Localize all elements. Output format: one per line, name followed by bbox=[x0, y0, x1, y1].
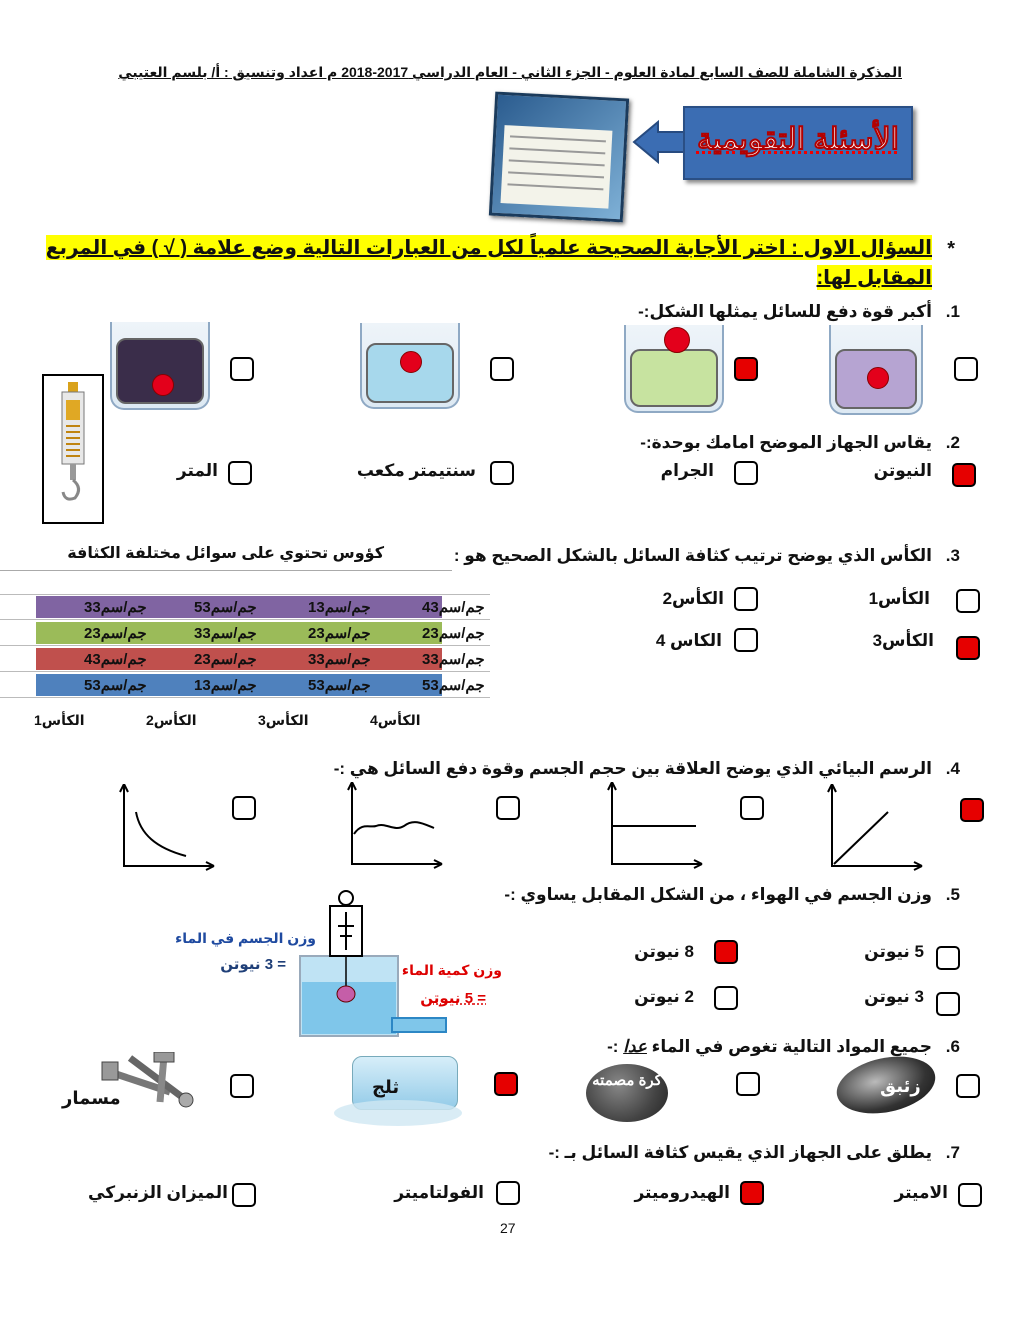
cup3-layer-2: 2جم/سم3 bbox=[308, 625, 371, 642]
solid-ball-image bbox=[586, 1064, 668, 1122]
section-title-cont: المقابل لها: bbox=[816, 267, 932, 289]
q7-option-2: الهيدروميتر bbox=[634, 1183, 730, 1202]
q2-option-gram-checkbox[interactable] bbox=[734, 461, 758, 485]
q6-option-2-checkbox[interactable] bbox=[736, 1072, 760, 1096]
q5-option-4: 2 نيوتن bbox=[634, 987, 694, 1006]
cup3-label: الكأس3 bbox=[258, 712, 309, 728]
q2-option-cm3-checkbox[interactable] bbox=[490, 461, 514, 485]
q2-option-cm3: سنتيمتر مكعب bbox=[356, 461, 476, 480]
q1-beaker-2 bbox=[624, 325, 724, 413]
q2-text: يقاس الجهاز الموضح امامك بوحدة:- bbox=[640, 433, 932, 452]
q5-option-2-checkbox[interactable] bbox=[714, 940, 738, 964]
q3-figure-title: كؤوس تحتوي على سوائل مختلفة الكثافة bbox=[67, 545, 384, 562]
q7-number: 7. bbox=[945, 1143, 960, 1162]
q2-number: 2. bbox=[945, 433, 960, 452]
cup4-layer-4: 5جم/سم3 bbox=[422, 677, 485, 694]
cup4-label: الكأس4 bbox=[370, 712, 421, 728]
section-title: السؤال الاول : اختر الأجابة الصحيحة علمياً لكل من العبارات التالية وضع علامة ( √ ) في المربع bbox=[45, 237, 932, 259]
q5-displaced-label: وزن كمية الماء bbox=[401, 962, 502, 978]
evaluation-banner bbox=[683, 106, 913, 180]
page-header: المذكرة الشاملة للصف السابع لمادة العلوم - الجزء الثاني - العام الدراسي 2017-2018 م اعداد وتنسيق : أ/ بلسم العتيبي bbox=[118, 64, 902, 80]
cup2-layer-3: 2جم/سم3 bbox=[194, 651, 257, 668]
cup2-layer-1: 5جم/سم3 bbox=[194, 599, 257, 616]
q2-option-meter: المتر bbox=[176, 461, 218, 480]
q7-option-3-checkbox[interactable] bbox=[496, 1181, 520, 1205]
graph-linear-increasing bbox=[824, 784, 924, 874]
q3-option-3-checkbox[interactable] bbox=[956, 636, 980, 660]
q4-option-4-checkbox[interactable] bbox=[232, 796, 256, 820]
q6-number: 6. bbox=[945, 1037, 960, 1056]
spring-balance-image bbox=[42, 374, 104, 524]
q7-option-3: الفولتاميتر bbox=[394, 1183, 484, 1202]
q6-option-4-checkbox[interactable] bbox=[230, 1074, 254, 1098]
q5-displaced-value: = 5 نيوتن bbox=[420, 990, 486, 1007]
banner-title: الأسئلة التقويمية bbox=[696, 123, 900, 156]
q7-option-4: الميزان الزنبركي bbox=[88, 1183, 228, 1202]
cup1-layer-3: 4جم/سم3 bbox=[84, 651, 147, 668]
q3-option-1: الكأس1 bbox=[868, 589, 930, 608]
q6-text-before: جميع المواد التالية تغوص في الماء bbox=[651, 1037, 932, 1056]
q1-object-3 bbox=[400, 351, 422, 373]
q5-option-1: 5 نيوتن bbox=[864, 942, 924, 961]
q7-option-2-checkbox[interactable] bbox=[740, 1181, 764, 1205]
cup4-layer-3: 3جم/سم3 bbox=[422, 651, 485, 668]
cup2-label: الكأس2 bbox=[146, 712, 197, 728]
q5-number: 5. bbox=[945, 885, 960, 904]
q1-object-4 bbox=[152, 374, 174, 396]
q3-option-4: الكاس 4 bbox=[655, 631, 722, 650]
q5-option-3-checkbox[interactable] bbox=[936, 992, 960, 1016]
q6-option-3-checkbox[interactable] bbox=[494, 1072, 518, 1096]
q1-beaker-1 bbox=[829, 325, 923, 415]
q6-option-3-label: ثلج bbox=[372, 1077, 400, 1097]
cup2-layer-4: 1جم/سم3 bbox=[194, 677, 257, 694]
q3-text: الكأس الذي يوضح ترتيب كثافة السائل بالشكل الصحيح هو : bbox=[453, 546, 932, 565]
q3-option-2: الكأس2 bbox=[662, 589, 724, 608]
q1-beaker-4 bbox=[110, 322, 210, 410]
q5-text: وزن الجسم في الهواء ، من الشكل المقابل يساوي :- bbox=[504, 885, 932, 904]
q4-option-2-checkbox[interactable] bbox=[740, 796, 764, 820]
arrow-left-icon bbox=[632, 118, 688, 166]
section-bullet: * bbox=[947, 238, 955, 260]
q5-water-weight-value: = 3 نيوتن bbox=[220, 956, 286, 973]
cup3-layer-1: 1جم/سم3 bbox=[308, 599, 371, 616]
q3-number: 3. bbox=[945, 546, 960, 565]
q7-option-1-checkbox[interactable] bbox=[958, 1183, 982, 1207]
q2-option-newton-checkbox[interactable] bbox=[952, 463, 976, 487]
cup4-layer-2: 2جم/سم3 bbox=[422, 625, 485, 642]
q1-liquid-2 bbox=[630, 349, 718, 407]
q6-text-after: :- bbox=[607, 1037, 619, 1056]
cup1-layer-2: 2جم/سم3 bbox=[84, 625, 147, 642]
q5-option-4-checkbox[interactable] bbox=[714, 986, 738, 1010]
q1-option-1-checkbox[interactable] bbox=[954, 357, 978, 381]
q1-option-4-checkbox[interactable] bbox=[230, 357, 254, 381]
q5-option-3: 3 نيوتن bbox=[864, 987, 924, 1006]
q4-text: الرسم البيائي الذي يوضح العلاقة بين حجم الجسم وقوة دفع السائل هي :- bbox=[333, 759, 932, 778]
q7-option-1: الاميتر bbox=[894, 1183, 948, 1202]
q4-option-1-checkbox[interactable] bbox=[960, 798, 984, 822]
q1-option-2-checkbox[interactable] bbox=[734, 357, 758, 381]
q5-option-1-checkbox[interactable] bbox=[936, 946, 960, 970]
q6-option-4-label: مسمار bbox=[62, 1088, 121, 1108]
q4-number: 4. bbox=[945, 759, 960, 778]
graph-irregular bbox=[344, 782, 444, 872]
q1-object-2 bbox=[664, 327, 690, 353]
q2-option-newton: النيوتن bbox=[873, 461, 932, 480]
density-cups-figure bbox=[0, 594, 490, 702]
q3-option-4-checkbox[interactable] bbox=[734, 628, 758, 652]
q5-option-2: 8 نيوتن bbox=[634, 942, 694, 961]
q6-option-1-checkbox[interactable] bbox=[956, 1074, 980, 1098]
cup1-layer-4: 5جم/سم3 bbox=[84, 677, 147, 694]
cup3-layer-4: 5جم/سم3 bbox=[308, 677, 371, 694]
graph-constant bbox=[604, 782, 704, 872]
q1-beaker-3 bbox=[360, 323, 460, 409]
q6-option-2-label: كرة مصمته bbox=[592, 1072, 662, 1089]
q3-figure-divider bbox=[0, 570, 452, 571]
q1-text: أكبر قوة دفع للسائل يمثلها الشكل:- bbox=[638, 302, 932, 321]
cup1-label: الكأس1 bbox=[34, 712, 85, 728]
q7-option-4-checkbox[interactable] bbox=[232, 1183, 256, 1207]
q2-option-meter-checkbox[interactable] bbox=[228, 461, 252, 485]
q1-option-3-checkbox[interactable] bbox=[490, 357, 514, 381]
page-number: 27 bbox=[500, 1220, 516, 1236]
q1-object-1 bbox=[867, 367, 889, 389]
q7-text: يطلق على الجهاز الذي يقيس كثافة السائل بـ :- bbox=[548, 1143, 932, 1162]
cup3-layer-3: 3جم/سم3 bbox=[308, 651, 371, 668]
book-cover-image bbox=[489, 92, 629, 223]
q6-text bbox=[607, 1037, 932, 1057]
cup4-layer-1: 4جم/سم3 bbox=[422, 599, 485, 616]
graph-decreasing-curve bbox=[116, 784, 216, 874]
q6-option-1-label: زئبق bbox=[880, 1076, 921, 1096]
q2-option-gram: الجرام bbox=[660, 461, 714, 480]
q4-option-3-checkbox[interactable] bbox=[496, 796, 520, 820]
q1-number: 1. bbox=[945, 302, 960, 321]
cup1-layer-1: 3جم/سم3 bbox=[84, 599, 147, 616]
cup2-layer-2: 3جم/سم3 bbox=[194, 625, 257, 642]
spring-balance-icon bbox=[44, 376, 102, 522]
q5-water-weight-label: وزن الجسم في الماء bbox=[175, 930, 316, 946]
q6-text-except: عدا bbox=[623, 1037, 647, 1056]
q3-option-3: الكأس3 bbox=[872, 631, 934, 650]
q3-option-2-checkbox[interactable] bbox=[734, 587, 758, 611]
q3-option-1-checkbox[interactable] bbox=[956, 589, 980, 613]
